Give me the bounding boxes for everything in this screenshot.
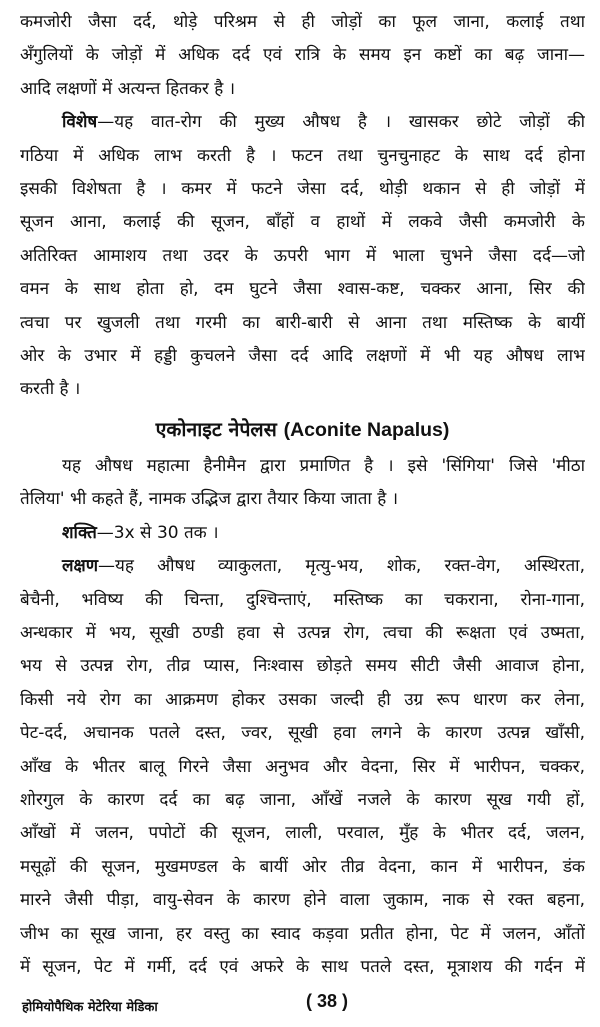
page-number: ( 38 ) (306, 991, 349, 1011)
text-line: आदि लक्षणों में अत्यन्त हितकर है । (20, 78, 236, 99)
text-line: सूजन आना, कलाई की सूजन, बाँहों व हाथों में लकवे जैसी कमजोरी के (20, 212, 585, 233)
text-line: पेट-दर्द, अचानक पतले दस्त, ज्वर, सूखी हवा लगने के कारण उत्पन्न खाँसी, (20, 723, 585, 744)
text-line: कमजोरी जैसा दर्द, थोड़े परिश्रम से ही जोड़ों का फूल जाना, कलाई तथा (20, 12, 585, 32)
text-line: जीभ का सूख जाना, हर वस्तु का स्वाद कड़वा प्रतीत होना, पेट में जलन, आँतों (20, 923, 585, 944)
text-line: मारने जैसी पीड़ा, वायु-सेवन के कारण होने वाला जुकाम, नाक से रक्त बहना, (20, 890, 585, 911)
text-line: आँखों में जलन, पपोटों की सूजन, लाली, परवाल, मुँह के भीतर दर्द, जलन, (20, 823, 585, 844)
text-line: वमन के साथ होता हो, दम घुटने जैसा श्वास-कष्ट, चक्कर आना, सिर की (20, 279, 585, 300)
text-line: अन्धकार में भय, सूखी ठण्डी हवा से उत्पन्न रोग, त्वचा की रूक्षता एवं उष्मता, (20, 622, 585, 643)
text-line: यह औषध महात्मा हैनीमैन द्वारा प्रमाणित है । इसे 'सिंगिया' जिसे 'मीठा (62, 455, 585, 476)
text-run: —यह औषध व्याकुलता, मृत्यु-भय, शोक, रक्त-वेग, अस्थिरता, (98, 556, 585, 577)
text-line: त्वचा पर खुजली तथा गरमी का बारी-बारी से आना तथा मस्तिष्क के बायीं (20, 312, 585, 333)
text-line: इसकी विशेषता है । कमर में फटने जेसा दर्द, थोड़ी थकान से ही जोड़ों में (20, 179, 585, 200)
text-line (20, 550, 585, 583)
text-line: आँख के भीतर बालू गिरने जैसा अनुभव और वेदना, सिर में भारीपन, चक्कर, (20, 756, 585, 777)
text-line: किसी नये रोग का आक्रमण होकर उसका जल्दी ही उग्र रूप धारण कर लेना, (20, 689, 585, 710)
text-line: करती है । (20, 379, 81, 400)
section-label-shakti: शक्ति (62, 522, 97, 543)
heading-hindi: एकोनाइट नेपेलस (155, 417, 284, 441)
page-footer (22, 991, 582, 1017)
text-line: में सूजन, पेट में गर्मी, दर्द एवं अफरे के साथ पतले दस्त, मूत्राशय की गर्दन में (20, 956, 585, 977)
text-run: —3x से 30 तक । (96, 522, 219, 543)
heading-latin: (Aconite Napalus) (283, 418, 450, 441)
text-line (20, 517, 585, 550)
page-body (20, 6, 585, 984)
text-line: भय से उत्पन्न रोग, तीव्र प्यास, निःश्वास छोड़ते समय सीटी जैसी आवाज होना, (20, 656, 585, 677)
text-line: तेलिया' भी कहते हैं, नामक उद्भिज द्वारा तैयार किया जाता है । (20, 489, 399, 510)
text-line: मसूढ़ों की सूजन, मुखमण्डल के बायीं ओर तीव्र वेदना, कान में भारीपन, डंक (20, 856, 585, 877)
text-line: बेचैनी, भविष्य की चिन्ता, दुश्चिन्ताएं, मस्तिष्क का चकराना, रोना-गाना, (20, 589, 585, 610)
section-label-visesh: विशेष (62, 112, 98, 133)
text-line: शोरगुल के कारण दर्द का बढ़ जाना, आँखें नजले के कारण सूख गयी हों, (20, 789, 585, 810)
text-line (20, 106, 585, 139)
text-line: गठिया में अधिक लाभ करती है । फटन तथा चुनचुनाहट के साथ दर्द होना (20, 145, 585, 166)
section-label-lakshan: लक्षण (62, 556, 99, 577)
text-line: अतिरिक्त आमाशय तथा उदर के ऊपरी भाग में भाला चुभने जैसा दर्द—जो (20, 245, 585, 266)
text-line: ओर के उभार में हड्डी कुचलने जैसा दर्द आदि लक्षणों में भी यह औषध लाभ (20, 346, 585, 367)
text-line: अँगुलियों के जोड़ों में अधिक दर्द एवं रात्रि के समय इन कष्टों का बढ़ जाना— (20, 45, 585, 66)
book-title: होमियोपैथिक मेटेरिया मेडिका (22, 1000, 158, 1015)
remedy-heading (20, 410, 585, 450)
text-run: —यह वात-रोग की मुख्य औषध है । खासकर छोटे जोड़ों की (97, 112, 585, 133)
